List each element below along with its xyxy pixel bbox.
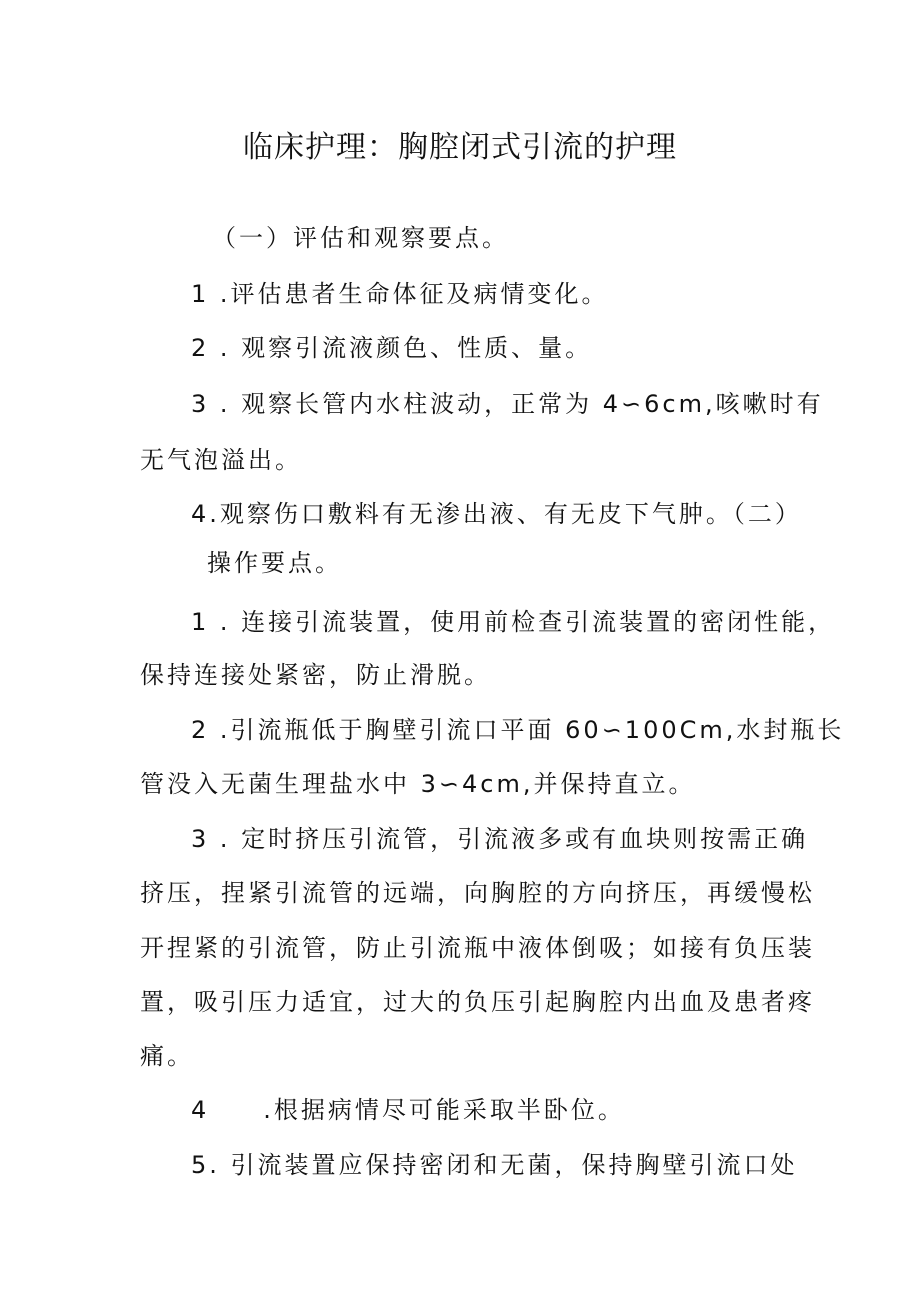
paragraph-line: 4 .根据病情尽可能采取半卧位。: [191, 1096, 625, 1124]
paragraph-line: 挤压，捏紧引流管的远端，向胸腔的方向挤压，再缓慢松: [140, 879, 815, 907]
paragraph-line: 开捏紧的引流管，防止引流瓶中液体倒吸；如接有负压装: [140, 934, 815, 962]
paragraph-line: 5. 引流装置应保持密闭和无菌，保持胸壁引流口处: [191, 1151, 798, 1179]
paragraph-line: 痛。: [140, 1042, 194, 1070]
paragraph-line: 3 . 定时挤压引流管，引流液多或有血块则按需正确: [191, 825, 809, 853]
paragraph-line: 1 .评估患者生命体征及病情变化。: [191, 280, 609, 308]
paragraph-line: 保持连接处紧密，防止滑脱。: [140, 661, 491, 689]
paragraph-line: 4.观察伤口敷料有无渗出液、有无皮下气肿。（二）: [191, 500, 802, 528]
section-heading-assessment: （一）评估和观察要点。: [212, 224, 509, 252]
paragraph-line: 1 . 连接引流装置，使用前检查引流装置的密闭性能，: [191, 608, 836, 636]
paragraph-line: 2 .引流瓶低于胸壁引流口平面 60∽100Cm,水封瓶长: [191, 716, 845, 744]
paragraph-line: 无气泡溢出。: [140, 446, 302, 474]
paragraph-line: 管没入无菌生理盐水中 3∽4cm,并保持直立。: [140, 770, 696, 798]
paragraph-line: 2 . 观察引流液颜色、性质、量。: [191, 334, 593, 362]
paragraph-line: 3 . 观察长管内水柱波动，正常为 4∽6cm,咳嗽时有: [191, 390, 824, 418]
page-title: 临床护理：胸腔闭式引流的护理: [243, 130, 677, 165]
section-heading-operation: 操作要点。: [207, 549, 342, 577]
paragraph-line: 置，吸引压力适宜，过大的负压引起胸腔内出血及患者疼: [140, 988, 815, 1016]
